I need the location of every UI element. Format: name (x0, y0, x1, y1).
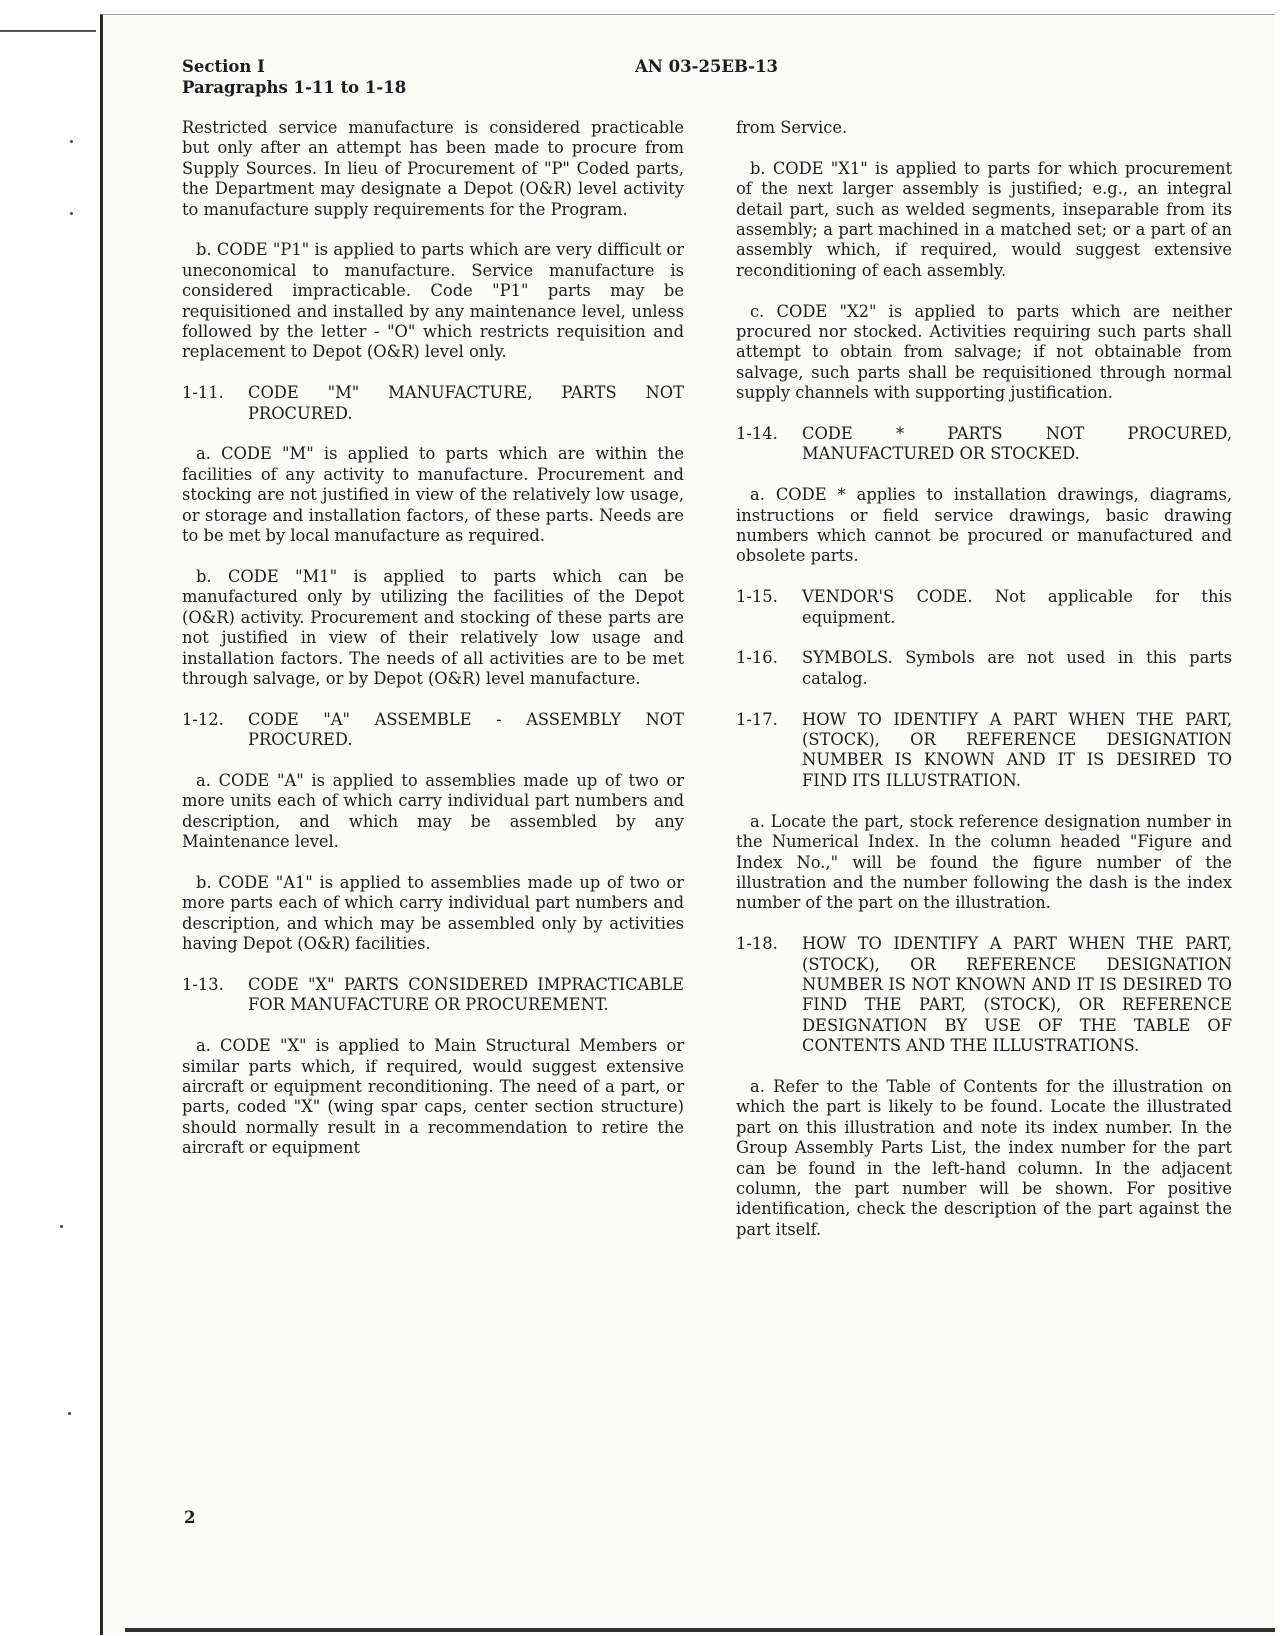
heading-text: CODE "A" ASSEMBLE - ASSEMBLY NOT PROCURED. (248, 709, 684, 750)
paragraph: b. CODE "M1" is applied to parts which can be manufactured only by utilizing the facilities of the Depot (O&R) activity. Procurement and stocking of these parts are not justified in view of their relatively low usage and installation factors. The needs of all activities are to be met through salvage, or by Depot (O&R) level manufacture. (182, 566, 684, 688)
heading-number: 1-15. (736, 587, 778, 607)
scan-speck (60, 1225, 63, 1228)
paragraph: a. Locate the part, stock reference designation number in the Numerical Index. In the column headed "Figure and Index No.," will be found the figure number of the illustration and the number following the dash is the index number of the part on the illustration. (736, 811, 1232, 913)
heading-number: 1-17. (736, 709, 778, 729)
heading-text: HOW TO IDENTIFY A PART WHEN THE PART, (STOCK), OR REFERENCE DESIGNATION NUMBER IS KNOWN AND IT IS DESIRED TO FIND ITS ILLUSTRATION. (802, 709, 1232, 790)
paragraph: a. CODE * applies to installation drawings, diagrams, instructions or field service drawings, basic drawing numbers which cannot be procured or manufactured and obsolete parts. (736, 485, 1232, 566)
heading-number: 1-18. (736, 934, 778, 954)
paragraph: c. CODE "X2" is applied to parts which are neither procured nor stocked. Activities requiring such parts shall attempt to obtain from salvage; if not obtainable from salvage, such parts shall be requisitioned through normal supply channels with supporting justification. (736, 301, 1232, 403)
heading-1-12 (182, 710, 684, 751)
page-number: 2 (184, 1508, 196, 1527)
heading-1-11 (182, 383, 684, 424)
document-number: AN 03-25EB-13 (635, 57, 779, 76)
heading-text: CODE * PARTS NOT PROCURED, MANUFACTURED OR STOCKED. (802, 424, 1232, 464)
heading-number: 1-11. (182, 383, 224, 403)
right-column (736, 118, 1232, 1261)
scan-speck (68, 1412, 71, 1415)
heading-1-14 (736, 424, 1232, 465)
scan-speck (70, 212, 73, 215)
heading-number: 1-13. (182, 974, 224, 994)
heading-number: 1-16. (736, 648, 778, 668)
paragraph: b. CODE "X1" is applied to parts for which procurement of the next larger assembly is justified; e.g., an integral detail part, such as welded segments, inseparable from its assembly; a part machined in a matched set; or a part of an assembly which, if required, would suggest extensive reconditioning of each assembly. (736, 158, 1232, 280)
paragraph: b. CODE "A1" is applied to assemblies made up of two or more parts each of which carry individual part numbers and description, and which may be assembled only by activities having Depot (O&R) facilities. (182, 872, 684, 954)
heading-1-15 (736, 587, 1232, 628)
heading-text: SYMBOLS. Symbols are not used in this parts catalog. (802, 648, 1232, 688)
page-header-left (182, 56, 406, 98)
heading-1-18 (736, 934, 1232, 1056)
heading-text: CODE "X" PARTS CONSIDERED IMPRACTICABLE FOR MANUFACTURE OR PROCUREMENT. (248, 974, 684, 1015)
heading-number: 1-14. (736, 424, 778, 444)
left-column (182, 118, 684, 1179)
scan-speck (70, 140, 73, 143)
paragraph-range: Paragraphs 1-11 to 1-18 (182, 78, 407, 97)
section-label: Section I (182, 57, 265, 76)
paragraph: b. CODE "P1" is applied to parts which are very difficult or uneconomical to manufacture. Service manufacture is considered impracticable. Code "P1" parts may be requisitioned and installed by any maintenance level, unless followed by the letter - "O" which restricts requisition and replacement to Depot (O&R) level only. (182, 240, 684, 362)
heading-text: CODE "M" MANUFACTURE, PARTS NOT PROCURED. (248, 383, 684, 423)
paragraph: a. Refer to the Table of Contents for the illustration on which the part is likely to be found. Locate the illustrated part on this illustration and note its index number. In the Group Assembly Parts List, the index number for the part can be found in the left-hand column. In the adjacent column, the part number will be shown. For positive identification, check the description of the part against the part itself. (736, 1076, 1232, 1239)
heading-text: VENDOR'S CODE. Not applicable for this equipment. (802, 587, 1232, 627)
paragraph: a. CODE "X" is applied to Main Structural Members or similar parts which, if required, would suggest extensive aircraft or equipment reconditioning. The need of a part, or parts, coded "X" (wing spar caps, center section structure) should normally result in a recommendation to retire the aircraft or equipment (182, 1036, 684, 1158)
heading-1-17 (736, 710, 1232, 792)
paragraph: a. CODE "A" is applied to assemblies made up of two or more units each of which carry individual part numbers and description, and which may be assembled by any Maintenance level. (182, 770, 684, 852)
paragraph: Restricted service manufacture is considered practicable but only after an attempt has been made to procure from Supply Sources. In lieu of Procurement of "P" Coded parts, the Department may designate a Depot (O&R) level activity to manufacture supply requirements for the Program. (182, 118, 684, 219)
paragraph: from Service. (736, 118, 848, 137)
heading-text: HOW TO IDENTIFY A PART WHEN THE PART, (STOCK), OR REFERENCE DESIGNATION NUMBER IS NOT KNOWN AND IT IS DESIRED TO FIND THE PART, (STOCK), OR REFERENCE DESIGNATION BY USE OF THE TABLE OF CONTENTS AND THE ILLUSTRATIONS. (802, 934, 1232, 1056)
heading-1-16 (736, 648, 1232, 689)
scan-edge-line (0, 30, 96, 32)
heading-number: 1-12. (182, 709, 224, 729)
heading-1-13 (182, 975, 684, 1016)
bottom-rule (125, 1628, 1275, 1632)
paragraph: a. CODE "M" is applied to parts which are within the facilities of any activity to manufacture. Procurement and stocking are not justified in view of the relatively low usage, or storage and installation factors, of these parts. Needs are to be met by local manufacture as required. (182, 444, 684, 546)
